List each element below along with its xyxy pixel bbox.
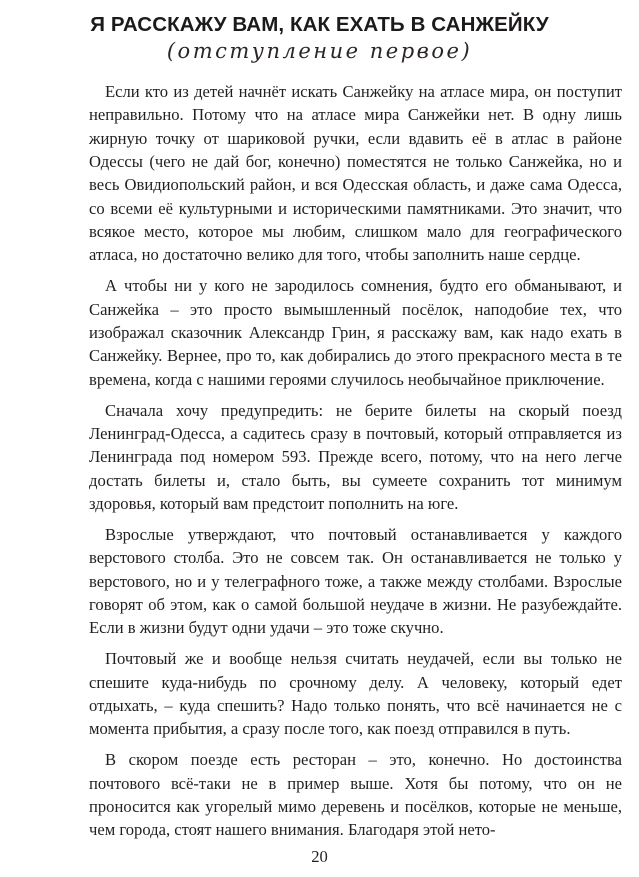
chapter-subtitle: (отступление первое): [166, 39, 473, 63]
paragraph: Взрослые утверждают, что почтовый останавливается у каждого верстового столба. Это не совсем так. Он останавливается не только у верстового, но и у телеграфного тоже, а также между столбами. Взрослые говорят об этом, как о самой большой неудаче в жизни. Не разубеждайте. Если в жизни будут одни удачи – это тоже скучно.: [89, 524, 622, 638]
paragraph: А чтобы ни у кого не зародилось сомнения, будто его обманывают, и Санжейка – это просто вымышленный посёлок, наподобие тех, что изображал сказочник Александр Грин, я расскажу вам, как надо ехать в Санжейку. Вернее, про то, как добирались до этого прекрасного места в те времена, когда с нашими героями случилось необычайное приключение.: [89, 276, 622, 389]
page-number: 20: [311, 847, 328, 866]
body-text: [89, 80, 622, 842]
paragraph: Почтовый же и вообще нельзя считать неудачей, если вы только не спешите куда-нибудь по срочному делу. А человеку, который едет отдыхать, – куда спешить? Надо только понять, что всё начинается не с момента прибытия, а сразу после того, как поезд отправился в путь.: [89, 649, 622, 739]
paragraph: Если кто из детей начнёт искать Санжейку на атласе мира, он поступит неправильно. Потому что на атласе мира Санжейки нет. В одну лишь жирную точку от шариковой ручки, если вдавить её в атлас в районе Одессы (чего не дай бог, конечно) поместятся не только Санжейка, но и весь Овидиопольский район, и вся Одесская область, и даже сама Одесса, со всеми её культурными и историческими памятниками. Это значит, что всякое место, которое мы любим, слишком мало для географического атласа, но достаточно велико для того, чтобы заполнить наше сердце.: [89, 82, 622, 265]
paragraph: В скором поезде есть ресторан – это, конечно. Но достоинства почтового всё-таки не в пример выше. Хотя бы потому, что он не проносится как угорелый мимо деревень и посёлков, которые не меньше, чем города, стоят нашего внимания. Благодаря этой нето-: [89, 750, 622, 840]
paragraph: Сначала хочу предупредить: не берите билеты на скорый поезд Ленинград-Одесса, а садитесь сразу в почтовый, который отправляется из Ленинграда под номером 593. Прежде всего, потому, что на него легче достать билеты и, стало быть, вы сумеете сохранить тот минимум здоровья, который вам предстоит пополнить на юге.: [89, 400, 622, 514]
chapter-title: Я РАССКАЖУ ВАМ, КАК ЕХАТЬ В САНЖЕЙКУ: [90, 13, 549, 36]
